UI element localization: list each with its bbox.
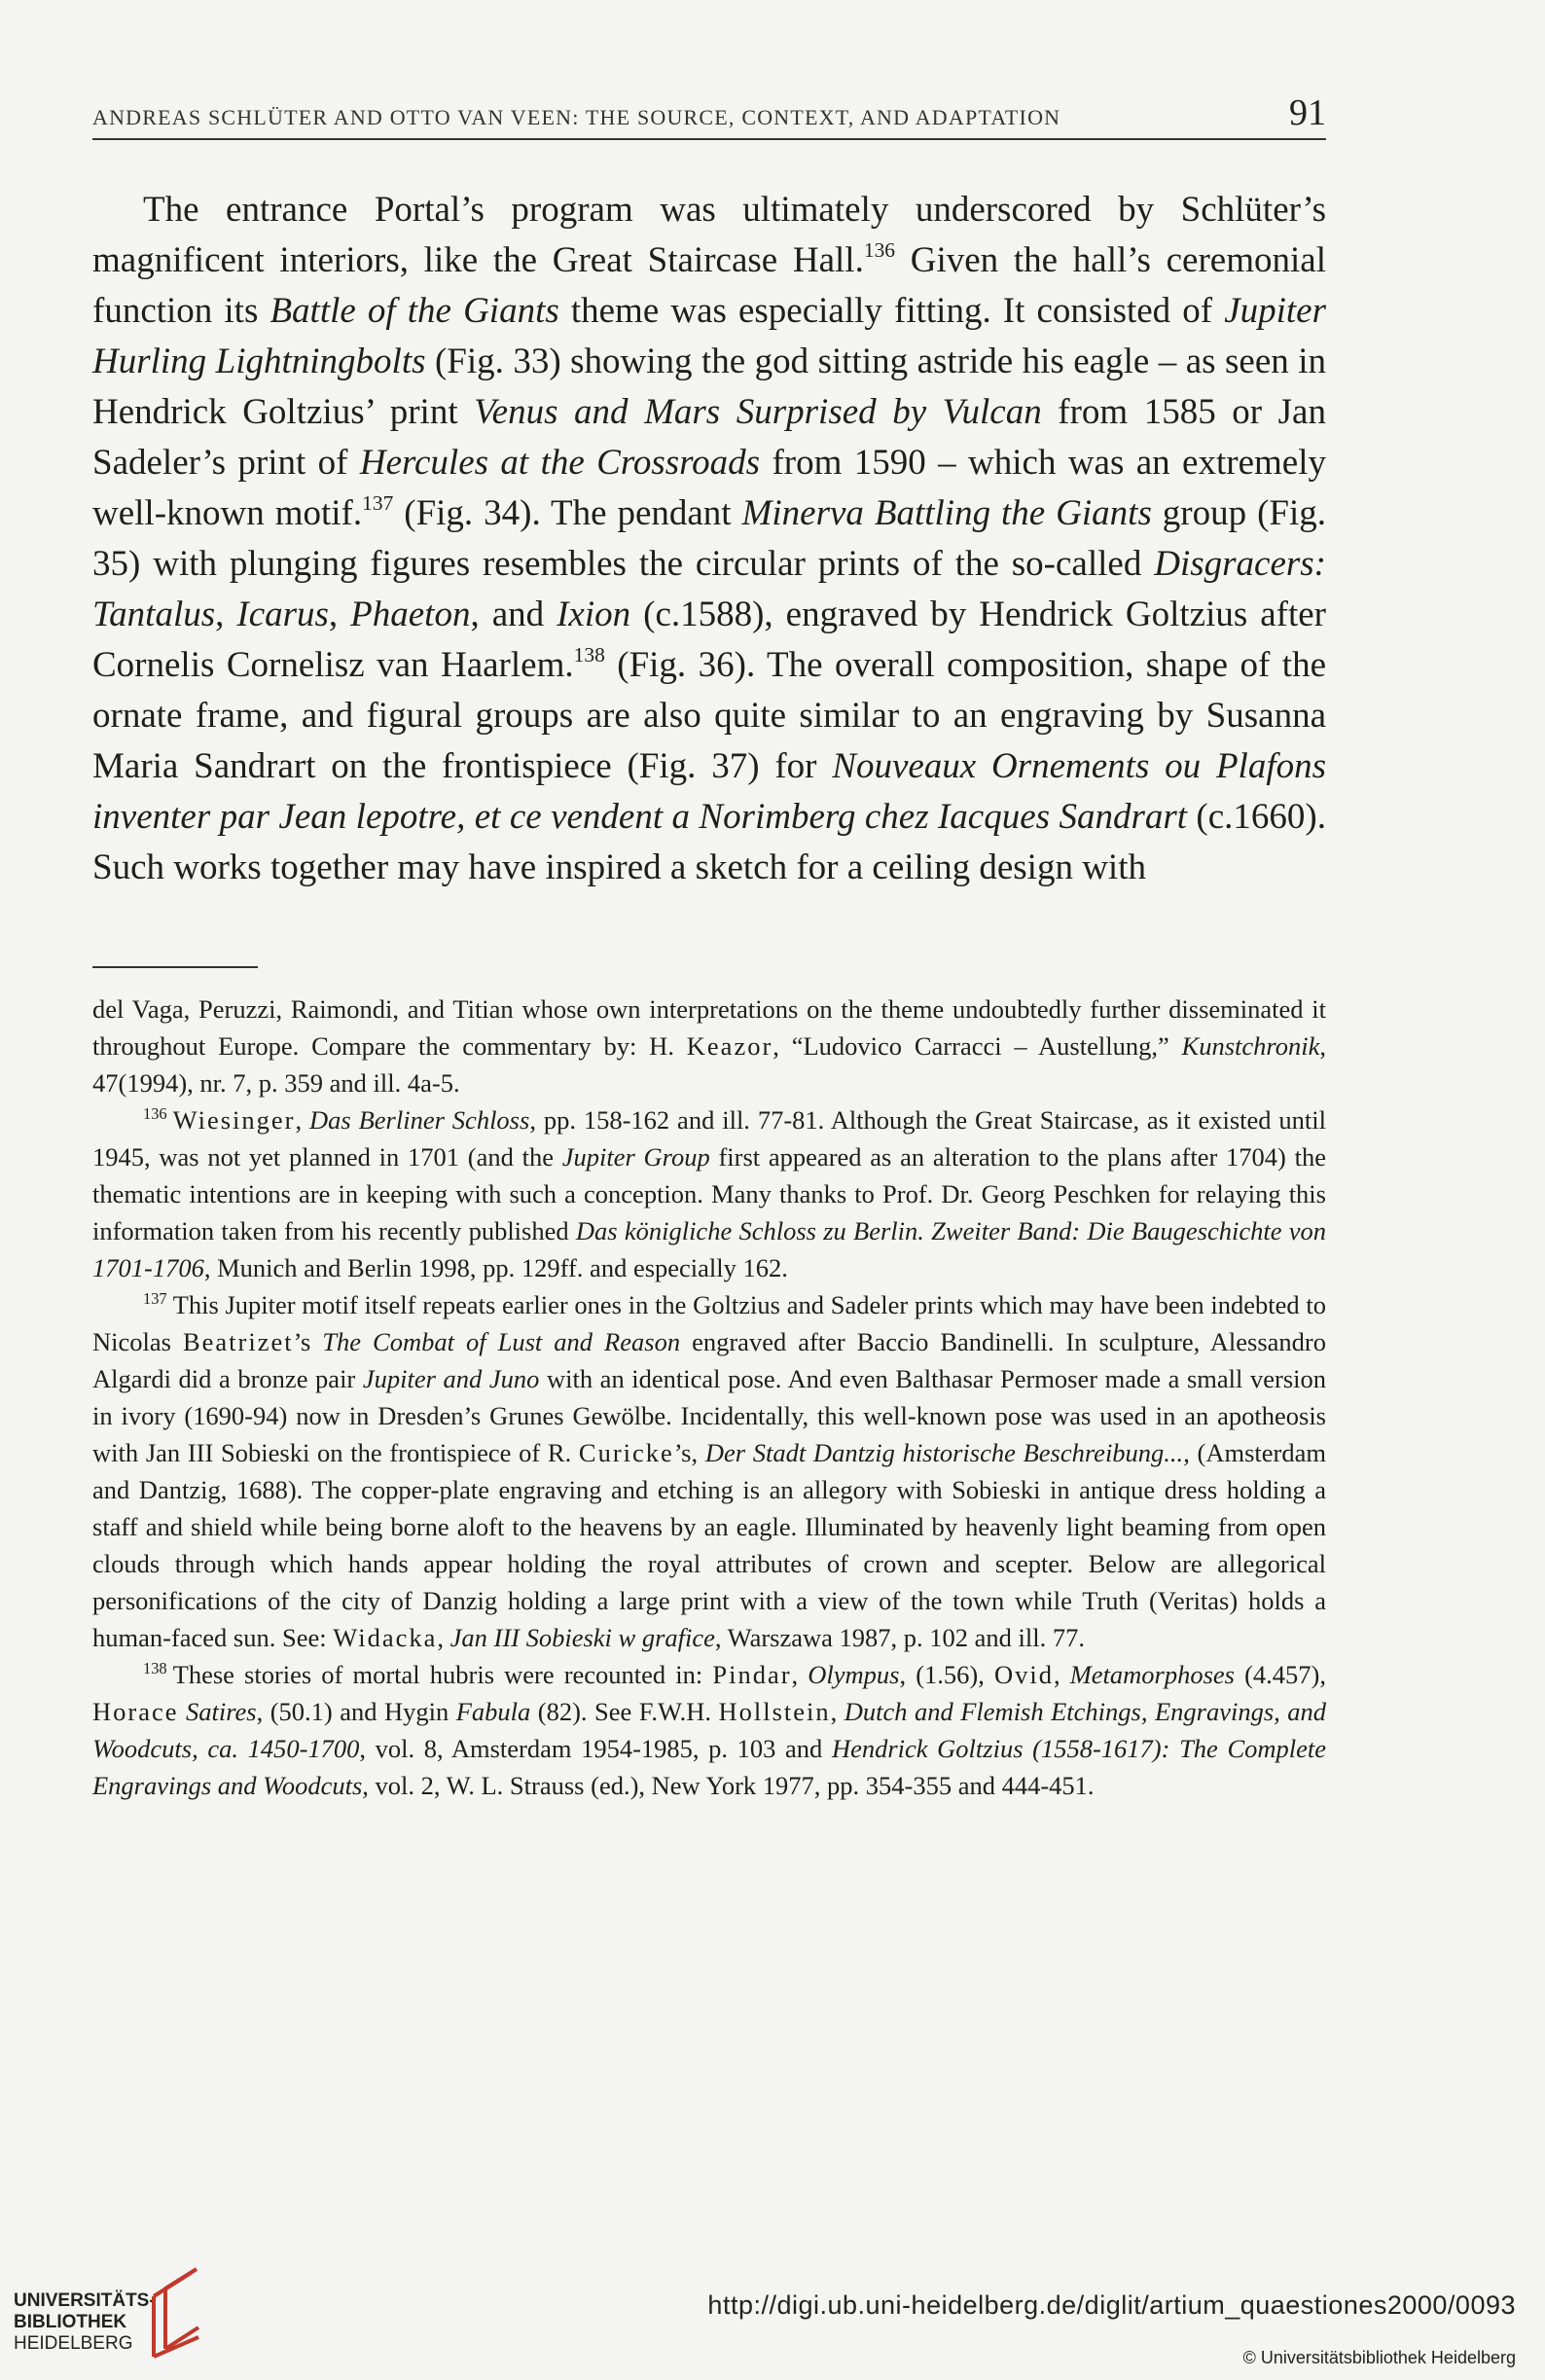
text-run: (4.457), [1235, 1660, 1327, 1689]
footnotes [92, 991, 1326, 1804]
italic-title: Dutch and Flemish Etchings, Engravings, and Woodcuts, ca. 1450-1700 [92, 1697, 1326, 1763]
text-run: , [295, 1105, 310, 1135]
page-number: 91 [1289, 92, 1326, 133]
italic-title: Icarus [236, 595, 329, 634]
italic-title: Nouveaux Ornements ou Plafons inventer par Jean lepotre, et ce vendent a Norimberg chez Iacques Sandrart [92, 746, 1327, 837]
italic-title: Jan III Sobieski w grafice [449, 1623, 715, 1652]
text-run: with an identical pose. And even Balthasar Permoser made a small version in ivory (1690-94) now in Dresden’s Grunes Gewölbe. Incidentally, this well-known pose was used in an apotheosis with Jan III Sobieski on the frontispiece of R. [92, 1364, 1327, 1467]
text-run: , pp. 158-162 and ill. 77-81. Although the Great Staircase, as it existed until 1945, was not yet planned in 1701 (and the [92, 1105, 1326, 1172]
italic-title: Kunstchronik [1181, 1031, 1320, 1061]
running-title: ANDREAS SCHLÜTER AND OTTO VAN VEEN: THE SOURCE, CONTEXT, AND ADAPTATION [92, 105, 1061, 129]
footnote-ref-137[interactable]: 137 [362, 490, 394, 515]
italic-title: Jupiter Hurling Lightningbolts [92, 291, 1326, 381]
author-name: Keazor [686, 1031, 773, 1061]
library-logo-icon [140, 2267, 204, 2361]
author-name: Wiesinger [172, 1105, 296, 1135]
italic-title: Metamorphoses [1069, 1660, 1235, 1689]
text-run: , [215, 595, 237, 634]
text-run: (c.1588), engraved by Hendrick Goltzius after Cornelis Cornelisz van Haarlem. [92, 595, 1326, 685]
text-run: , Warszawa 1987, p. 102 and ill. 77. [714, 1623, 1085, 1652]
source-url-link[interactable]: http://digi.ub.uni-heidelberg.de/diglit/artium_quaestiones2000/0093 [707, 2290, 1516, 2320]
footnote-ref-138[interactable]: 138 [573, 642, 605, 667]
text-run: (Fig. 34). The pendant [393, 493, 742, 533]
footnote-136 [92, 1101, 1326, 1286]
main-text [92, 185, 1326, 893]
author-name: Beatrizet [182, 1327, 294, 1356]
footnote-number: 136 [143, 1104, 167, 1124]
running-header [92, 93, 1326, 140]
italic-title: Hercules at the Crossroads [359, 443, 761, 483]
text-run: (82). See F.W.H. [530, 1697, 719, 1726]
text-run: , “Ludovico Carracci – Austellung,” [772, 1031, 1182, 1061]
text-run: This Jupiter motif itself repeats earlier ones in the Goltzius and Sadeler prints which may have been indebted to Nicolas [92, 1290, 1326, 1356]
italic-title: Hendrick Goltzius (1558-1617): The Complete Engravings and Woodcuts [92, 1734, 1327, 1800]
italic-title: Phaeton [350, 595, 471, 634]
digitization-footer [0, 2189, 1545, 2380]
text-run: del Vaga, Peruzzi, Raimondi, and Titian whose own interpretations on the theme undoubtedly further disseminated it throughout Europe. Compare the commentary by: H. [92, 994, 1326, 1061]
text-run: , [1053, 1660, 1070, 1689]
library-logo-text [14, 2290, 156, 2355]
text-run: , and [470, 595, 557, 634]
author-name: Ovid [993, 1660, 1054, 1689]
author-name: Pindar [712, 1660, 792, 1689]
italic-title: The Combat of Lust and Reason [322, 1327, 681, 1356]
text-run: engraved after Baccio Bandinelli. In sculpture, Alessandro Algardi did a bronze pair [92, 1327, 1326, 1393]
author-name: Curicke [578, 1438, 674, 1467]
footnote-divider [92, 966, 258, 968]
italic-title: Olympus [808, 1660, 900, 1689]
text-run [179, 1697, 186, 1726]
text-run: ’s, [673, 1438, 705, 1467]
text-run: group (Fig. 35) with plunging figures resembles the circular prints of the so-called [92, 493, 1327, 584]
copyright-notice: © Universitätsbibliothek Heidelberg [1242, 2348, 1516, 2367]
text-run: , 47(1994), nr. 7, p. 359 and ill. 4a-5. [92, 1031, 1326, 1098]
italic-title: Fabula [455, 1697, 531, 1726]
text-run: , vol. 2, W. L. Strauss (ed.), New York 1977, pp. 354-355 and 444-451. [362, 1771, 1095, 1800]
footnote-137 [92, 1286, 1326, 1656]
text-run: , Munich and Berlin 1998, pp. 129ff. and especially 162. [203, 1253, 788, 1282]
text-run: Given the hall’s ceremonial function its [92, 240, 1326, 331]
author-name: Widacka [333, 1623, 438, 1652]
text-run: from 1585 or Jan Sadeler’s print of [92, 392, 1326, 483]
text-run: (Fig. 36). The overall composition, shape of the ornate frame, and figural groups are also quite similar to an engraving by Susanna Maria Sandrart on the frontispiece (Fig. 37) for [92, 645, 1326, 786]
italic-title: Satires [185, 1697, 257, 1726]
text-run: , vol. 8, Amsterdam 1954-1985, p. 103 and [359, 1734, 832, 1763]
text-run: theme was especially fitting. It consisted of [558, 291, 1225, 331]
logo-line: HEIDELBERG [14, 2333, 133, 2354]
italic-title: Disgracers: Tantalus [92, 544, 1326, 634]
text-run: , [830, 1697, 844, 1726]
text-run: , (Amsterdam and Dantzig, 1688). The copper-plate engraving and etching is an allegory with Sobieski in antique dress holding a staff and shield while being borne aloft to the heavens by an eagle. Illuminated by heavenly light beaming from open clouds through which hands appear holding the royal attributes of crown and scepter. Below are allegorical personifications of the city of Danzig holding a large print with a view of the town while Truth (Veritas) holds a human-faced sun. See: [92, 1438, 1326, 1652]
text-run: The entrance Portal’s program was ultimately underscored by Schlüter’s magnificent interiors, like the Great Staircase Hall. [92, 190, 1326, 280]
italic-title: Minerva Battling the Giants [741, 493, 1152, 533]
text-run: , (1.56), [899, 1660, 994, 1689]
italic-title: Jupiter and Juno [362, 1364, 540, 1393]
body-paragraph [92, 185, 1326, 893]
italic-title: Jupiter Group [561, 1142, 710, 1172]
text-run: , [328, 595, 351, 634]
author-name: Hollstein [718, 1697, 831, 1726]
italic-title: Venus and Mars Surprised by Vulcan [474, 392, 1042, 432]
italic-title: Der Stadt Dantzig historische Beschreibung... [704, 1438, 1184, 1467]
footnote-ref-136[interactable]: 136 [863, 237, 896, 262]
italic-title: Das Berliner Schloss [309, 1105, 530, 1135]
text-run: (c.1660). Such works together may have inspired a sketch for a ceiling design with [92, 797, 1326, 887]
logo-line: UNIVERSITÄTS- [14, 2290, 156, 2311]
text-run: , [437, 1623, 450, 1652]
footnote-continuation [92, 991, 1326, 1101]
footnote-number: 138 [143, 1659, 167, 1678]
italic-title: Das königliche Schloss zu Berlin. Zweiter Band: Die Baugeschichte von 1701-1706 [92, 1216, 1326, 1282]
text-run: ’s [293, 1327, 323, 1356]
logo-line: BIBLIOTHEK [14, 2312, 127, 2332]
text-run: from 1590 – which was an extremely well-known motif. [92, 443, 1326, 533]
footnote-number: 137 [143, 1289, 167, 1309]
italic-title: Battle of the Giants [269, 291, 559, 331]
text-run: These stories of mortal hubris were recounted in: [172, 1660, 713, 1689]
text-run: first appeared as an alteration to the plans after 1704) the thematic intentions are in keeping with such a conception. Many thanks to Prof. Dr. Georg Peschken for relaying this information taken from his recently published [92, 1142, 1326, 1245]
footnote-138 [92, 1656, 1326, 1804]
text-run: (Fig. 33) showing the god sitting astride his eagle – as seen in Hendrick Goltzius’ print [92, 342, 1326, 432]
text-run: , [791, 1660, 808, 1689]
italic-title: Ixion [557, 595, 631, 634]
text-run: , (50.1) and Hygin [256, 1697, 456, 1726]
author-name: Horace [92, 1697, 179, 1726]
